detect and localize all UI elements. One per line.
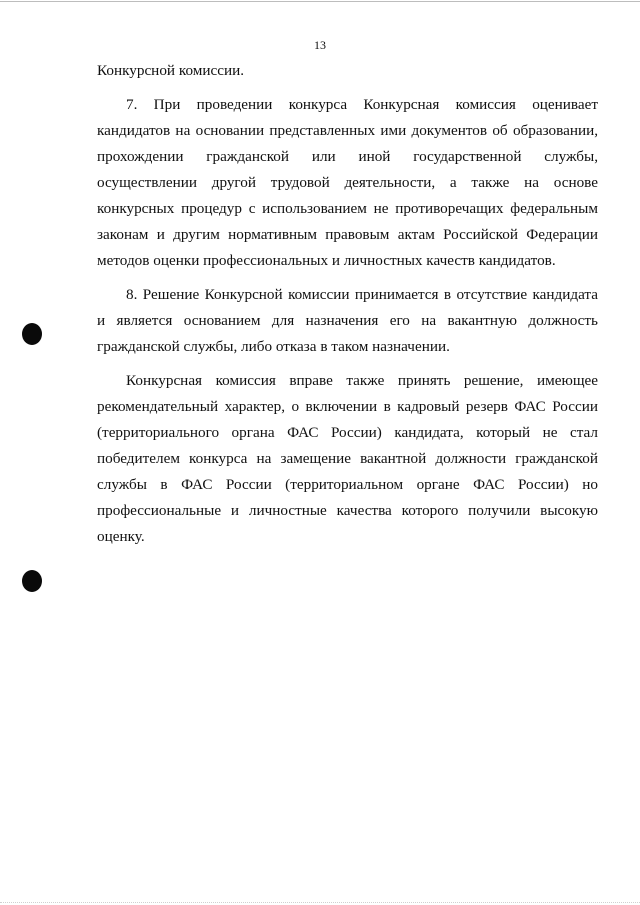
- paragraph-item-8: 8. Решение Конкурсной комиссии принимается в отсутствие кандидата и является основанием для назначения его на вакантную должность гражданской службы, либо отказа в таком назначении.: [97, 286, 598, 355]
- document-body: [97, 58, 598, 550]
- punch-hole-upper: [22, 323, 42, 345]
- page-number: 13: [314, 38, 326, 52]
- paragraph-continuation: Конкурсной комиссии.: [97, 62, 245, 79]
- paragraph-item-7: 7. При проведении конкурса Конкурсная комиссия оценивает кандидатов на основании представленных ими документов об образовании, прохождении гражданской или иной государственной службы, осуществлении другой трудовой деятельности, а также на основе конкурсных процедур с использованием не противоречащих федеральным законам и другим нормативным правовым актам Российской Федерации методов оценки профессиональных и личностных качеств кандидатов.: [97, 96, 598, 269]
- punch-hole-lower: [22, 570, 42, 592]
- scan-top-edge: [0, 1, 640, 2]
- scan-bottom-edge: [0, 902, 640, 903]
- paragraph-reserve-decision: Конкурсная комиссия вправе также принять решение, имеющее рекомендательный характер, о включении в кадровый резерв ФАС России (территориального органа ФАС России) кандидата, который не стал победителем конкурса на замещение вакантной должности гражданской службы в ФАС России (территориальном органе ФАС России) но профессиональные и личностные качества которого получили высокую оценку.: [97, 372, 598, 545]
